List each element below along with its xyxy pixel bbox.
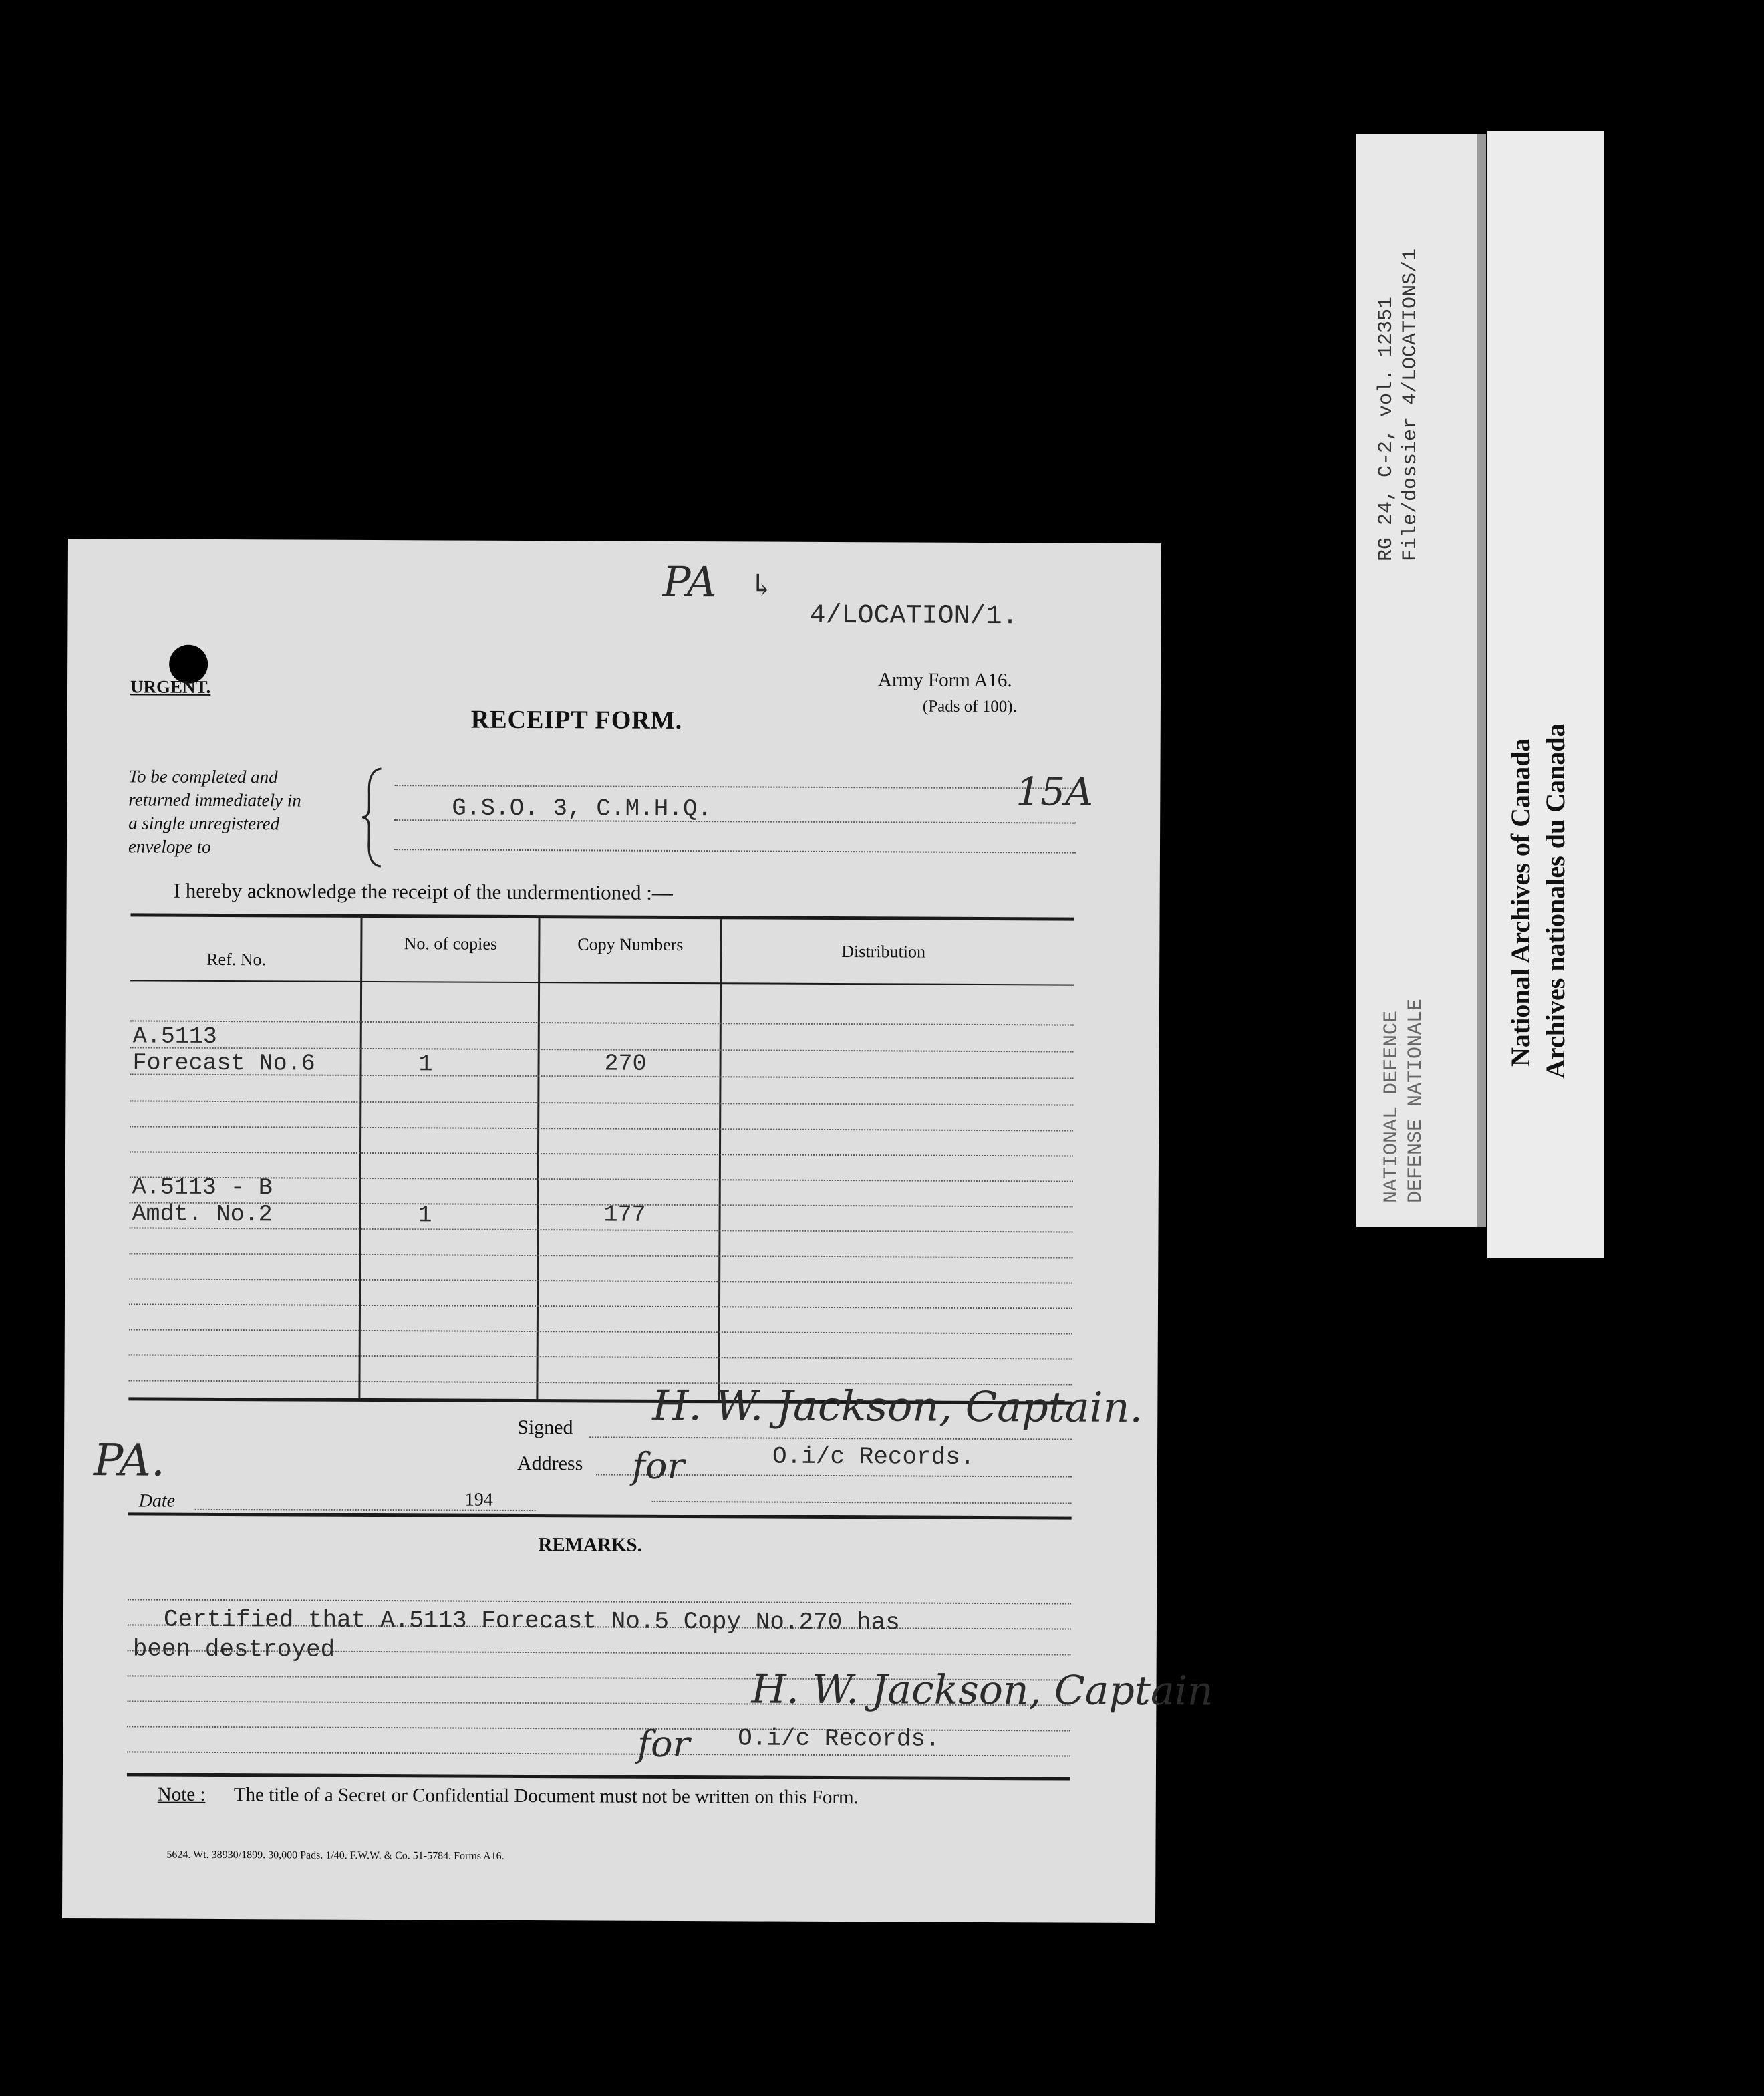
arrow-icon: ↳ bbox=[749, 568, 774, 603]
row1-ref-line2: Forecast No.6 bbox=[132, 1049, 315, 1077]
archives-canada-strip bbox=[1487, 131, 1604, 1258]
remarks-line1: Certified that A.5113 Forecast No.5 Copy No.270 has bbox=[163, 1605, 900, 1637]
defence-line2: DEFENSE NATIONALE bbox=[1405, 998, 1427, 1203]
pa-mark: PA. bbox=[93, 1434, 166, 1486]
archive-reference-line1: RG 24, C-2, vol. 12351 bbox=[1375, 296, 1398, 561]
row2-ref-line1: A.5113 - B bbox=[132, 1174, 273, 1202]
row1-ref-line1: A.5113 bbox=[132, 1023, 217, 1050]
header-copy-numbers: Copy Numbers bbox=[577, 934, 684, 955]
row2-copies: 1 bbox=[418, 1202, 432, 1229]
address-value: O.i/c Records. bbox=[772, 1442, 975, 1471]
instruction-text: To be completed and returned immediately in a single unregistered envelope to bbox=[128, 766, 301, 857]
row2-ref-line2: Amdt. No.2 bbox=[132, 1200, 273, 1228]
note-label: Note : bbox=[157, 1783, 206, 1805]
addressee: G.S.O. 3, C.M.H.Q. bbox=[452, 794, 712, 823]
receipt-form bbox=[62, 539, 1213, 1923]
signature: H. W. Jackson, Captain. bbox=[652, 1380, 1143, 1432]
archive-reference-strip bbox=[1356, 134, 1477, 1227]
note-text: The title of a Secret or Confidential Document must not be written on this Form. bbox=[233, 1784, 859, 1809]
army-form-label: Army Form A16. bbox=[878, 669, 1012, 692]
date-year: 194 bbox=[464, 1489, 493, 1511]
row1-copies: 1 bbox=[418, 1051, 433, 1078]
urgent-label: URGENT. bbox=[130, 676, 211, 697]
acknowledge-text: I hereby acknowledge the receipt of the undermentioned :— bbox=[173, 878, 673, 904]
archive-reference-line2: File/dossier 4/LOCATIONS/1 bbox=[1399, 248, 1422, 561]
form-title: RECEIPT FORM. bbox=[470, 705, 683, 735]
handwritten-pa-mark: PA bbox=[662, 557, 717, 607]
remarks-label: REMARKS. bbox=[538, 1534, 642, 1556]
address-label: Address bbox=[517, 1452, 583, 1475]
defence-line1: NATIONAL DEFENCE bbox=[1380, 1010, 1403, 1203]
header-no-of-copies: No. of copies bbox=[404, 934, 498, 954]
remarks-signature: H. W. Jackson, Captain bbox=[751, 1666, 1213, 1715]
row1-copy-numbers: 270 bbox=[604, 1050, 647, 1077]
signed-label: Signed bbox=[517, 1416, 573, 1439]
header-ref-no: Ref. No. bbox=[206, 949, 267, 970]
brace-icon bbox=[361, 767, 388, 868]
remarks-records: O.i/c Records. bbox=[738, 1724, 940, 1753]
archives-name-fr: Archives nationales du Canada bbox=[1540, 723, 1570, 1079]
header-distribution: Distribution bbox=[841, 942, 926, 962]
file-reference: 4/LOCATION/1. bbox=[809, 600, 1018, 632]
pads-label: (Pads of 100). bbox=[922, 697, 1017, 716]
date-label: Date bbox=[138, 1490, 176, 1512]
address-for: for bbox=[631, 1444, 685, 1488]
row2-copy-numbers: 177 bbox=[603, 1201, 646, 1228]
archives-name-en: National Archives of Canada bbox=[1505, 738, 1535, 1067]
print-imprint: 5624. Wt. 38930/1899. 30,000 Pads. 1/40. F.W.W. & Co. 51-5784. Forms A16. bbox=[166, 1849, 504, 1862]
remarks-for: for bbox=[637, 1722, 690, 1766]
remarks-line2: been destroyed bbox=[132, 1635, 335, 1664]
folio-mark: 15A bbox=[1016, 769, 1094, 815]
